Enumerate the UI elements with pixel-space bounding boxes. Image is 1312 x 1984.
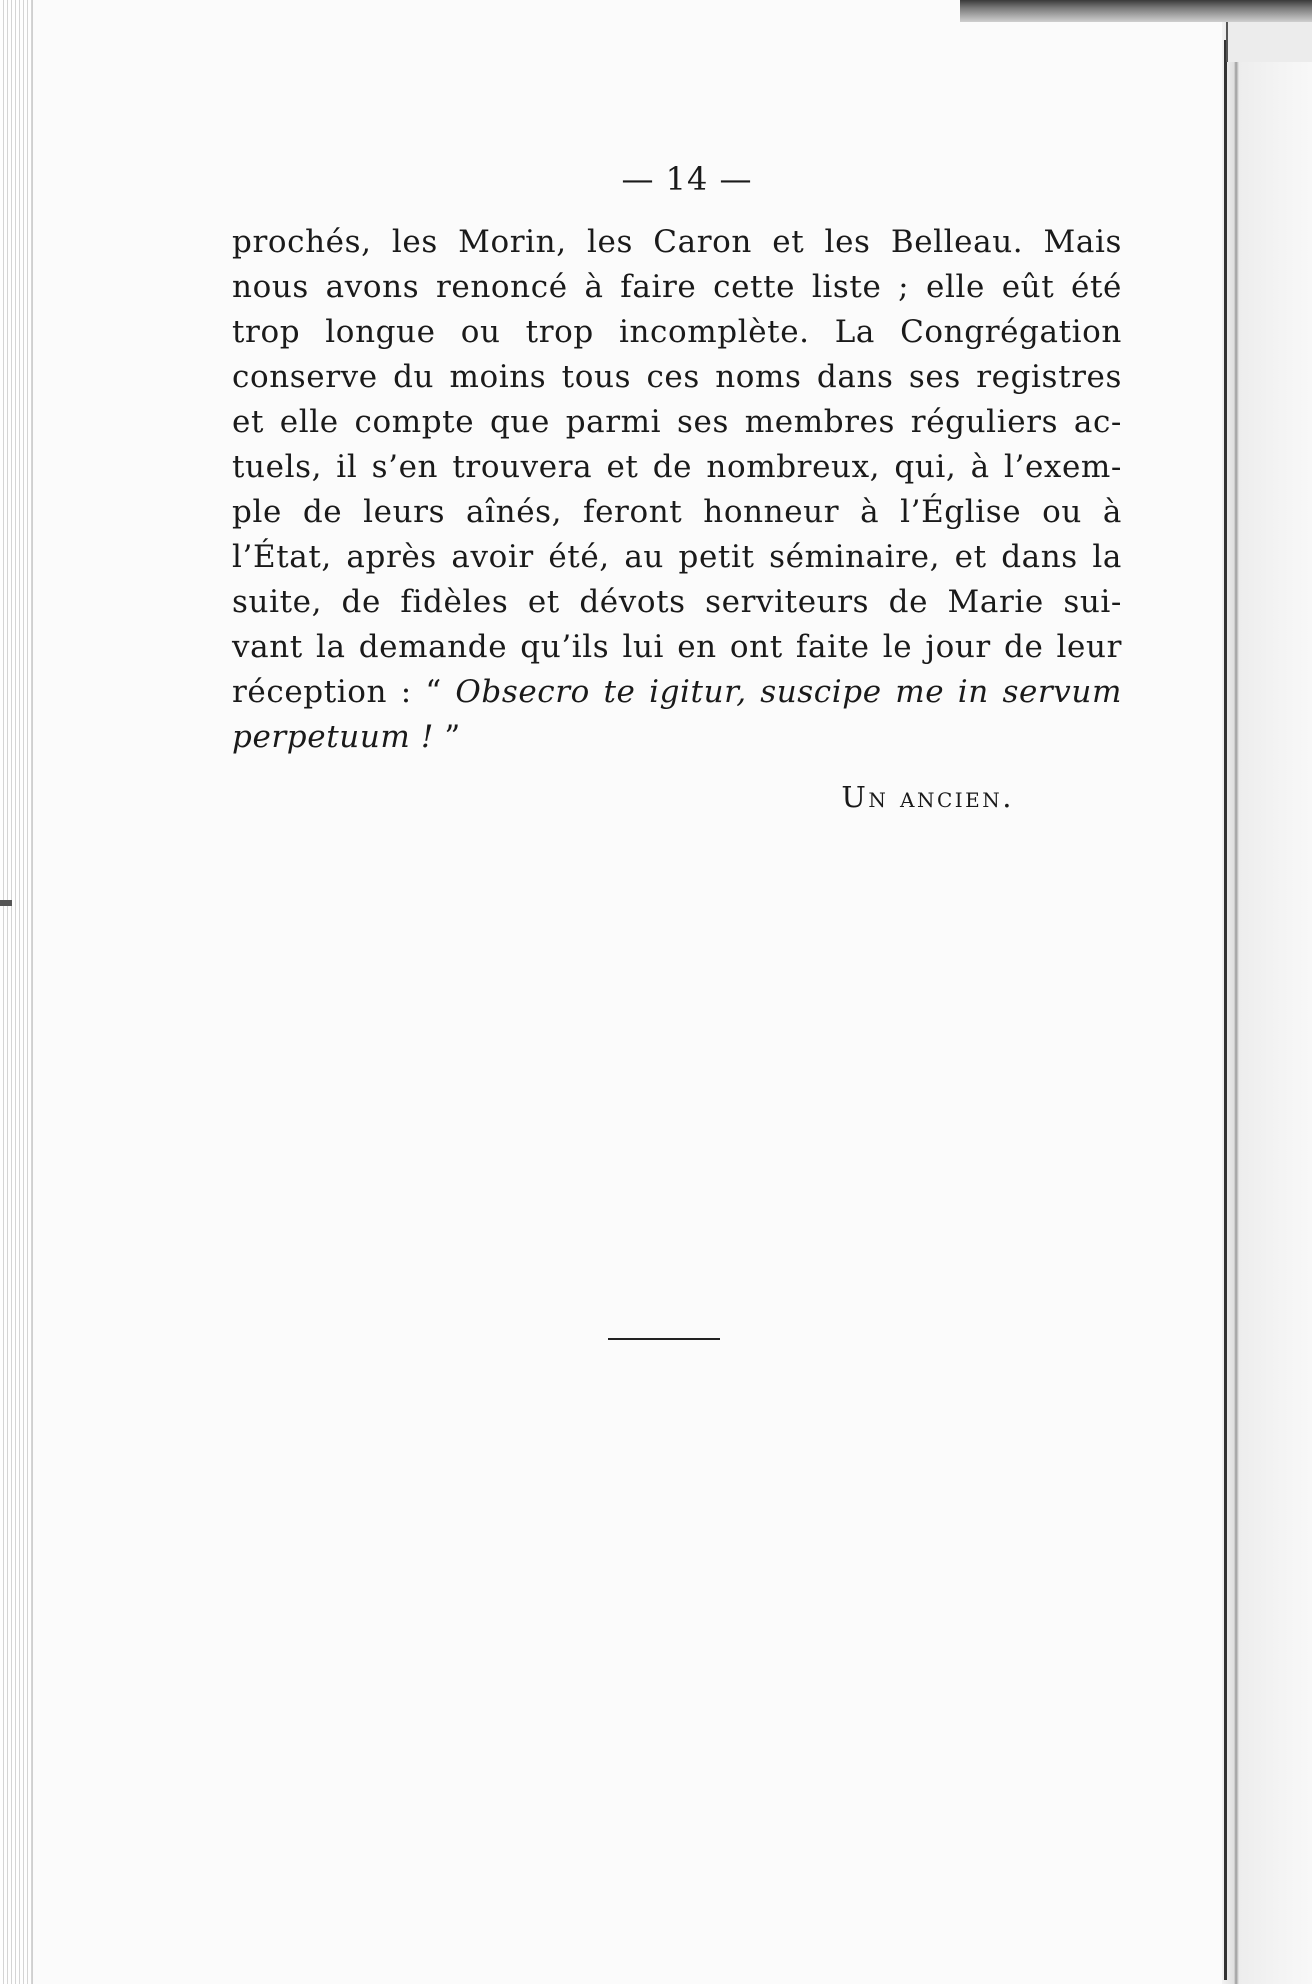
- text-line: trop longue ou trop incomplète. La Congrégation: [232, 314, 1122, 350]
- text-line: l’État, après avoir été, au petit séminaire, et dans la: [232, 539, 1122, 575]
- latin-quote-2: perpetuum !: [232, 719, 434, 755]
- signature: Un ancien.: [841, 780, 1014, 814]
- text-line: tuels, il s’en trouvera et de nombreux, qui, à l’exem-: [232, 449, 1122, 485]
- binding-line: [1224, 40, 1227, 1980]
- text-line-quote: [232, 670, 1122, 715]
- page-content: [232, 160, 1122, 814]
- text-line: suite, de fidèles et dévots serviteurs de Marie sui-: [232, 584, 1122, 620]
- quote-close: ”: [433, 719, 461, 755]
- text-line: et elle compte que parmi ses membres réguliers ac-: [232, 404, 1122, 440]
- text-line: nous avons renoncé à faire cette liste ; elle eût été: [232, 269, 1122, 305]
- top-right-corner: [1226, 22, 1312, 62]
- text-line: conserve du moins tous ces noms dans ses registres: [232, 359, 1122, 395]
- end-rule: [608, 1338, 720, 1340]
- text-line: prochés, les Morin, les Caron et les Belleau. Mais: [232, 224, 1122, 260]
- page-stack-edge: [0, 0, 33, 1984]
- reception-prefix: réception : “: [232, 674, 456, 710]
- text-line: vant la demande qu’ils lui en ont faite le jour de leur: [232, 629, 1122, 665]
- binding-gutter: [1222, 0, 1312, 1984]
- edge-mark: [0, 900, 12, 906]
- text-line-quote-end: [232, 715, 1122, 760]
- page-number: — 14 —: [621, 160, 753, 198]
- latin-quote-1: Obsecro te igitur, suscipe me in servum: [455, 674, 1122, 710]
- text-line: ple de leurs aînés, feront honneur à l’Église ou à: [232, 494, 1122, 530]
- body-paragraph: [232, 220, 1122, 760]
- top-edge-shadow: [960, 0, 1312, 22]
